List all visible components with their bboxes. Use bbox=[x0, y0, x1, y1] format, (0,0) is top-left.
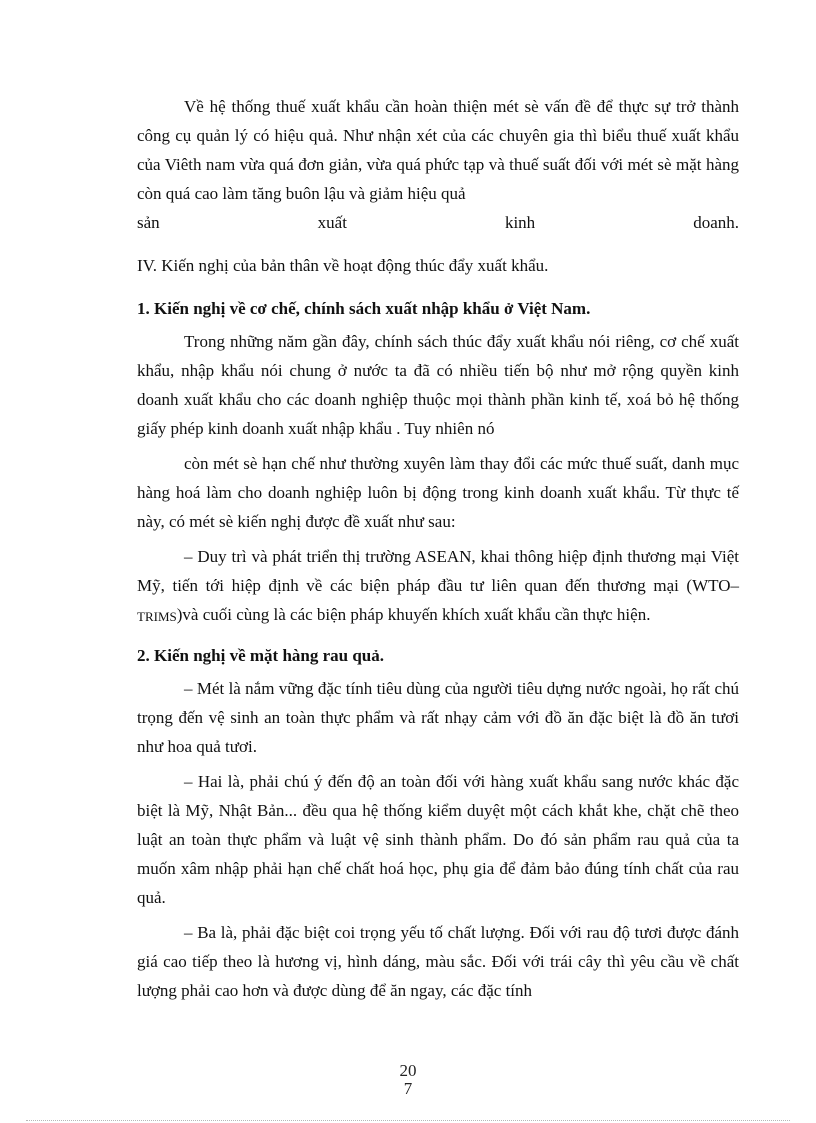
word: sản bbox=[137, 213, 160, 232]
paragraph-policy-a: Trong những năm gần đây, chính sách thúc đẩy xuất khẩu nói riêng, cơ chế xuất khẩu, nhập khẩu nói chung ở nước ta đã có nhiều tiến bộ như mở rộng quyền kinh doanh xuất khẩu cho các doanh nghiệp thuộc mọi thành phần kinh tế, xoá bỏ hệ thống giấy phép kinh doanh xuất nhập khẩu . Tuy nhiên nó bbox=[137, 332, 739, 438]
paragraph-asean bbox=[137, 542, 739, 631]
footer-divider bbox=[26, 1120, 790, 1121]
heading-policy: 1. Kiến nghị về cơ chế, chính sách xuất nhập khẩu ở Việt Nam. bbox=[137, 299, 591, 318]
paragraph-asean-text: – Duy trì và phát triển thị trường ASEAN, khai thông hiệp định thương mại Việt Mỹ, tiến tới hiệp định về các biện pháp đầu tư liên quan đến thương mại (WTO– bbox=[137, 547, 739, 595]
word: kinh bbox=[504, 213, 536, 232]
word: xuất bbox=[317, 213, 347, 232]
page-number: 20 bbox=[399, 1061, 417, 1080]
justified-last-line bbox=[137, 208, 739, 237]
section-title-iv: IV. Kiến nghị của bản thân về hoạt động thúc đẩy xuất khẩu. bbox=[137, 256, 549, 275]
page-number-sub: 7 bbox=[403, 1079, 413, 1098]
trims-subscript: TRIMS bbox=[137, 609, 177, 624]
document-body bbox=[137, 92, 739, 1011]
heading-vegetables: 2. Kiến nghị về mặt hàng rau quả. bbox=[137, 646, 385, 665]
paragraph-policy-b: còn mét sè hạn chế như thường xuyên làm thay đổi các mức thuế suất, danh mục hàng hoá làm cho doanh nghiệp luôn bị động trong kinh doanh xuất khẩu. Từ thực tế này, có mét sè kiến nghị được đề xuất như sau: bbox=[137, 454, 739, 531]
paragraph-point-three: – Ba là, phải đặc biệt coi trọng yếu tố chất lượng. Đối với rau độ tươi được đánh giá cao tiếp theo là hương vị, hình dáng, màu sắc. Đối với trái cây thì yêu cầu về chất lượng phải cao hơn và được dùng để ăn ngay, các đặc tính bbox=[137, 923, 739, 1000]
paragraph-point-two: – Hai là, phải chú ý đến độ an toàn đối với hàng xuất khẩu sang nước khác đặc biệt là Mỹ, Nhật Bản... đều qua hệ thống kiểm duyệt một cách khắt khe, chặt chẽ theo luật an toàn thực phẩm và luật vệ sinh thành phẩm. Do đó sản phẩm rau quả của ta muốn xâm nhập phải hạn chế chất hoá học, phụ gia để đảm bảo đúng tính chất của rau quả. bbox=[137, 772, 739, 907]
word: doanh. bbox=[693, 213, 739, 232]
paragraph-asean-tail: )và cuối cùng là các biện pháp khuyến khích xuất khẩu cần thực hiện. bbox=[176, 605, 651, 624]
paragraph-tax-system: Về hệ thống thuế xuất khẩu cần hoàn thiện mét sè vấn đề để thực sự trở thành công cụ quản lý có hiệu quả. Như nhận xét của các chuyên gia thì biểu thuế xuất khẩu của Viêth nam vừa quá đơn giản, vừa quá phức tạp và thuế suất đối với mét sè mặt hàng còn quá cao làm tăng buôn lậu và giảm hiệu quả bbox=[137, 97, 739, 203]
paragraph-point-one: – Mét là nắm vững đặc tính tiêu dùng của người tiêu dựng nước ngoài, họ rất chú trọng đến vệ sinh an toàn thực phẩm và rất nhạy cảm với đồ ăn đặc biệt là đồ ăn tươi như hoa quả tươi. bbox=[137, 679, 739, 756]
